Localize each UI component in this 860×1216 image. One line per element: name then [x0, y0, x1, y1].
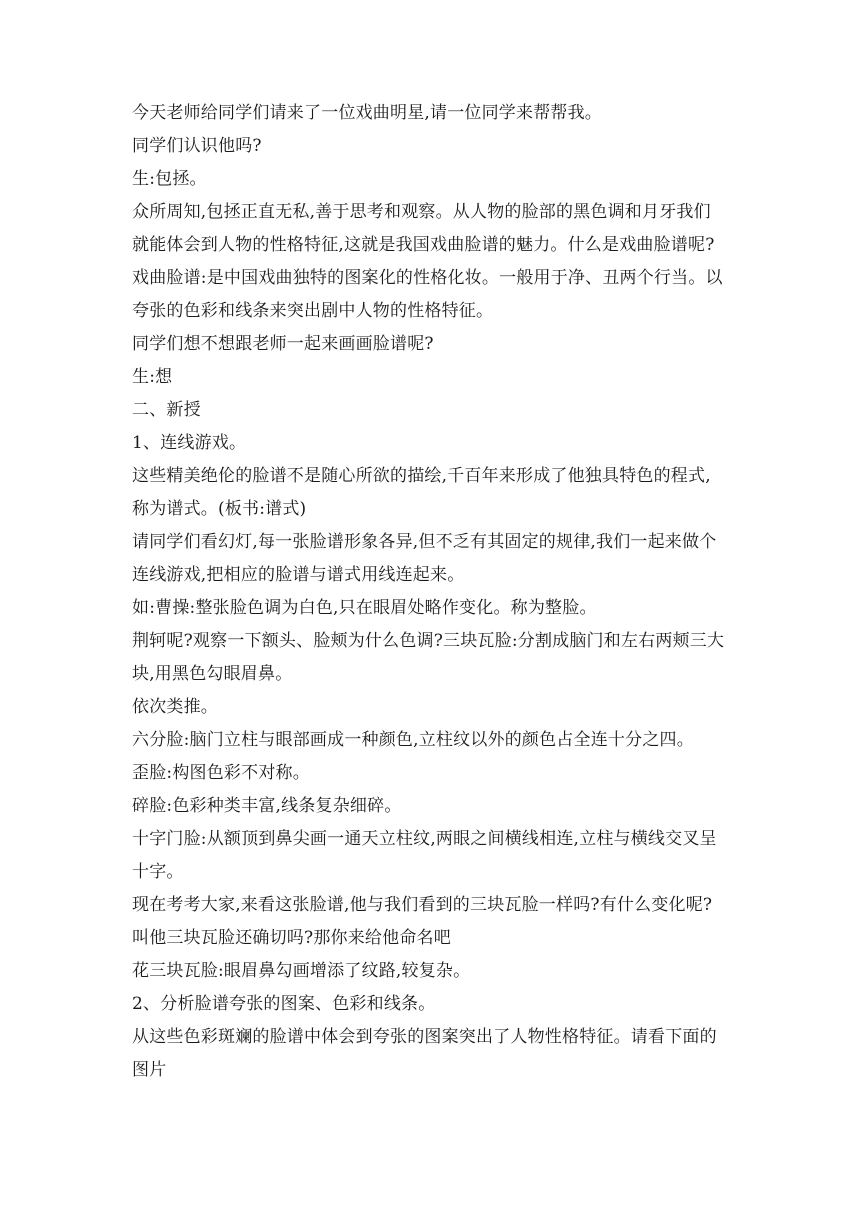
paragraph-crooked-face: 歪脸:构图色彩不对称。 — [132, 763, 310, 783]
paragraph-student-answer: 生:包拯。 — [132, 169, 207, 189]
paragraph-closing: 从这些色彩斑斓的脸谱中体会到夸张的图案突出了人物性格特征。请看下面的 图片 — [132, 1027, 717, 1080]
paragraph-six-part-face: 六分脸:脑门立柱与眼部画成一种颜色,立柱纹以外的颜色占全连十分之四。 — [132, 730, 694, 750]
paragraph-student-reply: 生:想 — [132, 367, 173, 387]
paragraph-and-so-on: 依次类推。 — [132, 697, 218, 717]
paragraph-fragmented-face: 碎脸:色彩种类丰富,线条复杂细碎。 — [132, 796, 402, 816]
paragraph-caocao: 如:曹操:整张脸色调为白色,只在眼眉处略作变化。称为整脸。 — [132, 598, 597, 618]
paragraph-question: 同学们认识他吗? — [132, 136, 262, 156]
paragraph-quiz: 现在考考大家,来看这张脸谱,他与我们看到的三块瓦脸一样吗?有什么变化呢? 叫他三块瓦脸还确切吗?那你来给他命名吧 — [132, 895, 713, 948]
paragraph-jingke: 荆轲呢?观察一下额头、脸颊为什么色调?三块瓦脸:分割成脑门和左右两颊三大 块,用黑色勾眼眉鼻。 — [132, 631, 725, 684]
document-body — [132, 97, 752, 1087]
paragraph-cross-face: 十字门脸:从额顶到鼻尖画一通天立柱纹,两眼之间横线相连,立柱与横线交叉呈 十字。 — [132, 829, 717, 882]
paragraph-baozheng: 众所周知,包拯正直无私,善于思考和观察。从人物的脸部的黑色调和月牙我们 就能体会到人物的性格特征,这就是我国戏曲脸谱的魅力。什么是戏曲脸谱呢? — [132, 202, 715, 255]
paragraph-definition: 戏曲脸谱:是中国戏曲独特的图案化的性格化妆。一般用于净、丑两个行当。以 夸张的色彩和线条来突出剧中人物的性格特征。 — [132, 268, 723, 321]
subheading-analysis: 2、分析脸谱夸张的图案、色彩和线条。 — [132, 994, 436, 1014]
paragraph-slides: 请同学们看幻灯,每一张脸谱形象各异,但不乏有其固定的规律,我们一起来做个 连线游戏,把相应的脸谱与谱式用线连起来。 — [132, 532, 717, 585]
paragraph-pattern-intro: 这些精美绝伦的脸谱不是随心所欲的描绘,千百年来形成了他独具特色的程式, 称为谱式。(板书:谱式) — [132, 466, 711, 519]
subheading-matching-game: 1、连线游戏。 — [132, 433, 247, 453]
paragraph-invitation: 同学们想不想跟老师一起来画画脸谱呢? — [132, 334, 434, 354]
section-heading-new-lesson: 二、新授 — [132, 400, 201, 420]
paragraph-flowered-face: 花三块瓦脸:眼眉鼻勾画增添了纹路,较复杂。 — [132, 961, 471, 981]
paragraph-intro: 今天老师给同学们请来了一位戏曲明星,请一位同学来帮帮我。 — [132, 103, 603, 123]
